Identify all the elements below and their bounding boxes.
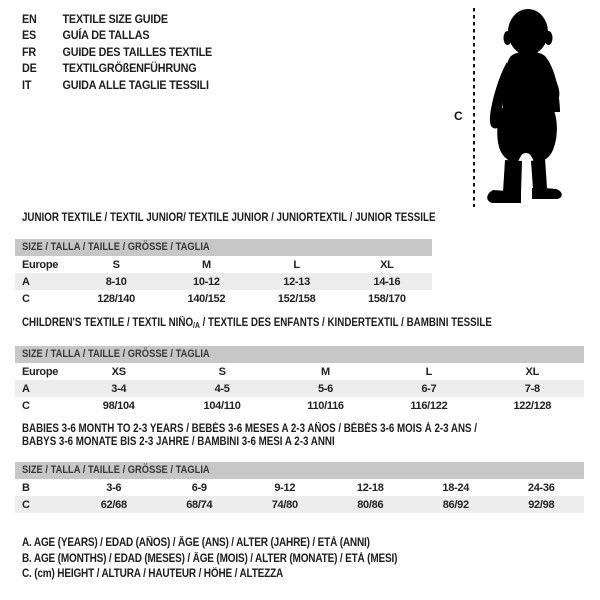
value-cell: 8-10 — [105, 275, 127, 288]
table-row — [15, 397, 584, 414]
value-cell: 3-4 — [111, 382, 127, 395]
value-cell: 104/110 — [203, 399, 241, 412]
size-cell: L — [293, 258, 300, 271]
size-header-label: SIZE / TALLA / TAILLE / GRÖSSE / TAGLIA — [22, 241, 210, 253]
size-header-label: SIZE / TALLA / TAILLE / GRÖSSE / TAGLIA — [22, 348, 210, 360]
lang-title: TEXTILGRÖßENFÜHRUNG — [62, 61, 197, 76]
lang-row-en — [22, 11, 212, 27]
size-header-label: SIZE / TALLA / TAILLE / GRÖSSE / TAGLIA — [22, 464, 210, 476]
junior-size-table — [15, 256, 432, 307]
value-cell: 110/116 — [307, 399, 344, 412]
note-age-years: A. AGE (YEARS) / EDAD (AÑOS) / ÂGE (ANS) / ALTER (JAHRE) / ETÀ (ANNI) — [22, 537, 370, 549]
language-title-list — [22, 11, 233, 93]
table-row — [15, 363, 584, 380]
childrens-size-table — [15, 363, 584, 414]
title-pre: CHILDREN'S TEXTILE / TEXTIL NIÑO — [22, 317, 194, 329]
size-cell: XS — [111, 365, 126, 378]
babies-size-table — [15, 479, 584, 513]
note-height-cm: C. (cm) HEIGHT / ALTURA / HAUTEUR / HÖHE / ALTEZZA — [22, 568, 284, 581]
lang-row-it — [22, 77, 212, 93]
size-cell: S — [218, 365, 226, 378]
row-label: Europe — [22, 258, 59, 271]
table-row — [15, 380, 584, 397]
title-post: / TEXTILE DES ENFANTS / KINDERTEXTIL / BAMBINI TESSILE — [199, 317, 492, 329]
lang-code: FR — [22, 44, 37, 59]
childrens-textile-section — [15, 317, 584, 414]
value-cell: 12-18 — [356, 481, 384, 494]
note-age-months: B. AGE (MONTHS) / EDAD (MESES) / ÂGE (MOIS) / ALTER (MONATE) / ETÀ (MESI) — [22, 552, 398, 565]
value-cell: 7-8 — [524, 382, 540, 395]
value-cell: 24-36 — [527, 481, 555, 494]
lang-code: DE — [22, 61, 37, 76]
value-cell: 12-13 — [283, 275, 310, 288]
babies-title-line1: BABIES 3-6 MONTH TO 2-3 YEARS / BEBÉS 3-6 MESES A 2-3 AÑOS / BÉBÉS 3-6 MOIS À 2-3 ANS / — [22, 423, 478, 435]
lang-row-fr — [22, 44, 212, 60]
babies-textile-section — [15, 423, 584, 513]
row-label: A — [22, 275, 30, 288]
lang-title: GUIDA ALLE TAGLIE TESSILI — [62, 77, 209, 92]
junior-table-title — [15, 212, 436, 225]
lang-code: EN — [22, 12, 37, 26]
height-measure-label: C — [454, 109, 463, 123]
value-cell: 14-16 — [373, 275, 401, 288]
value-cell: 4-5 — [214, 382, 230, 395]
row-label: C — [22, 399, 30, 412]
size-cell: M — [321, 365, 330, 378]
value-cell: 6-9 — [191, 481, 207, 494]
lang-title: GUIDE DES TAILLES TEXTILE — [62, 44, 213, 59]
value-cell: 158/170 — [368, 292, 406, 305]
row-label: Europe — [22, 365, 59, 378]
table-row — [15, 256, 432, 273]
title-subscript: /A — [193, 321, 200, 330]
junior-table-title-text: JUNIOR TEXTILE / TEXTIL JUNIOR/ TEXTILE JUNIOR / JUNIORTEXTIL / JUNIOR TESSILE — [22, 212, 436, 224]
size-cell: XL — [525, 365, 540, 378]
junior-textile-section — [15, 212, 436, 307]
size-cell: S — [112, 258, 120, 271]
table-row — [15, 479, 584, 496]
baby-silhouette-icon — [487, 9, 562, 203]
size-header-bar — [15, 346, 584, 363]
value-cell: 18-24 — [442, 481, 470, 494]
value-cell: 86/92 — [442, 498, 469, 511]
lang-code: IT — [22, 77, 32, 92]
legend-notes — [22, 536, 453, 583]
lang-row-de — [22, 60, 212, 76]
row-label: B — [22, 481, 30, 494]
table-row — [15, 496, 584, 513]
lang-row-es — [22, 27, 212, 43]
value-cell: 140/152 — [187, 292, 226, 305]
value-cell: 3-6 — [106, 481, 122, 494]
baby-height-figure — [450, 3, 590, 215]
size-header-bar — [15, 239, 432, 256]
value-cell: 122/128 — [513, 399, 552, 412]
value-cell: 80/86 — [357, 498, 384, 511]
size-cell: M — [201, 258, 211, 271]
size-header-bar — [15, 462, 584, 479]
value-cell: 74/80 — [271, 498, 298, 511]
babies-table-title — [15, 423, 584, 449]
value-cell: 9-12 — [274, 481, 296, 494]
childrens-table-title-text — [22, 317, 492, 332]
value-cell: 68/74 — [186, 498, 213, 511]
value-cell: 62/68 — [100, 498, 127, 511]
row-label: A — [22, 382, 30, 395]
value-cell: 152/158 — [277, 292, 316, 305]
value-cell: 92/98 — [528, 498, 555, 511]
lang-title: TEXTILE SIZE GUIDE — [62, 12, 168, 26]
value-cell: 6-7 — [421, 382, 437, 395]
value-cell: 98/104 — [102, 399, 135, 412]
value-cell: 128/140 — [97, 292, 135, 305]
size-cell: L — [425, 365, 433, 378]
value-cell: 10-12 — [193, 275, 220, 288]
size-cell: XL — [380, 258, 394, 271]
table-row — [15, 273, 432, 290]
lang-code: ES — [22, 28, 37, 43]
value-cell: 116/122 — [410, 399, 448, 412]
childrens-table-title — [15, 317, 584, 332]
value-cell: 5-6 — [317, 382, 333, 395]
row-label: C — [22, 292, 30, 305]
row-label: C — [22, 498, 30, 511]
lang-title: GUÍA DE TALLAS — [62, 28, 150, 43]
table-row — [15, 290, 432, 307]
babies-title-line2: BABYS 3-6 MONATE BIS 2-3 JAHRE / BAMBINI 3-6 MESI A 2-3 ANNI — [22, 436, 335, 448]
